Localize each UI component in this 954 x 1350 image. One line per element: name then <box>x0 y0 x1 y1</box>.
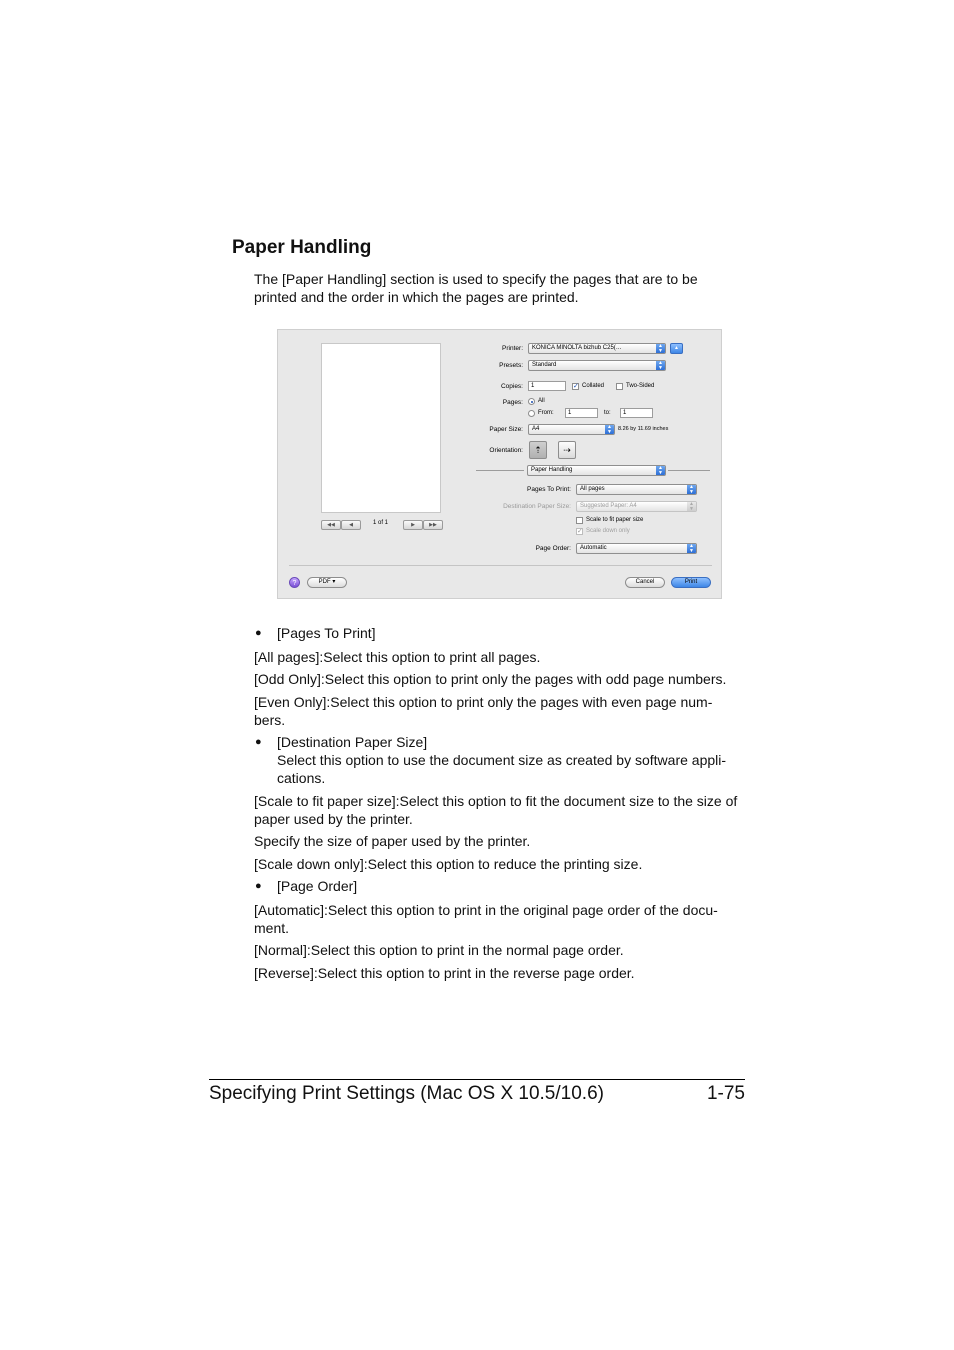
destination-paper-size-label: Destination Paper Size: <box>503 503 571 510</box>
section-intro: The [Paper Handling] section is used to specify the pages that are to be printed and the order in which the pages are printed. <box>254 271 698 305</box>
preview-page <box>321 343 441 513</box>
pages-from-radio[interactable] <box>528 410 535 417</box>
bullet-icon: ● <box>255 627 262 639</box>
separator-right <box>668 470 710 471</box>
next-page-button[interactable]: ▶ <box>403 520 423 530</box>
bullet-icon: ● <box>255 736 262 748</box>
bullet-icon: ● <box>255 880 262 892</box>
last-page-button[interactable]: ▶▶ <box>423 520 443 530</box>
destination-paper-size-desc: Select this option to use the document size as created by software appli-cations. <box>277 752 727 786</box>
pages-label: Pages: <box>502 399 523 406</box>
pages-all-radio[interactable] <box>528 398 535 405</box>
page-indicator: 1 of 1 <box>373 520 389 526</box>
prev-page-button[interactable]: ◀ <box>341 520 361 530</box>
scale-to-fit-label: Scale to fit paper size <box>586 517 644 523</box>
para-normal: [Normal]:Select this option to print in the normal page order. <box>254 942 624 958</box>
updown-arrows-icon: ▲ ▼ <box>687 485 696 494</box>
page-order-label: Page Order: <box>535 545 571 552</box>
pages-to-print-select[interactable] <box>576 484 697 495</box>
pages-all-label: All <box>538 398 545 404</box>
orientation-label: Orientation: <box>489 447 523 454</box>
para-all-pages: [All pages]:Select this option to print all pages. <box>254 649 541 665</box>
disclosure-button[interactable]: ▲ <box>670 343 683 354</box>
pages-to-print-value: All pages <box>580 486 605 492</box>
help-button[interactable]: ? <box>289 577 300 588</box>
updown-arrows-icon: ▲ ▼ <box>656 344 665 353</box>
print-dialog <box>277 329 722 599</box>
two-sided-checkbox[interactable] <box>616 383 623 390</box>
scale-down-only-checkbox[interactable]: ✓ <box>577 528 583 535</box>
para-scale-down-only: [Scale down only]:Select this option to reduce the printing size. <box>254 856 643 872</box>
to-label: to: <box>604 410 611 416</box>
printer-select[interactable] <box>528 343 666 354</box>
paper-size-label: Paper Size: <box>489 426 523 433</box>
presets-value: Standard <box>532 362 557 368</box>
panel-select[interactable] <box>527 465 666 476</box>
updown-arrows-icon: ▲ ▼ <box>687 502 696 511</box>
separator-left <box>476 470 524 471</box>
portrait-orientation-icon[interactable]: ⇡ <box>529 441 547 459</box>
paper-size-value: A4 <box>532 426 540 432</box>
to-field[interactable]: 1 <box>620 408 653 418</box>
destination-paper-size-select[interactable] <box>576 501 697 512</box>
para-scale-to-fit: [Scale to fit paper size]:Select this option to fit the document size to the size of paper used by the printer. <box>254 793 738 827</box>
bottom-separator <box>289 565 712 566</box>
footer-rule <box>209 1079 745 1080</box>
updown-arrows-icon: ▲ ▼ <box>656 361 665 370</box>
para-reverse: [Reverse]:Select this option to print in the reverse page order. <box>254 965 635 981</box>
copies-field[interactable]: 1 <box>528 381 566 391</box>
page-number: 1-75 <box>706 1083 745 1104</box>
cancel-button[interactable]: Cancel <box>625 577 665 588</box>
pdf-button[interactable]: PDF ▾ <box>307 577 347 588</box>
print-button[interactable]: Print <box>671 577 711 588</box>
para-automatic: [Automatic]:Select this option to print in the original page order of the docu-ment. <box>254 902 718 936</box>
scale-down-only-label: Scale down only <box>586 528 630 534</box>
presets-label: Presets: <box>499 362 523 369</box>
updown-arrows-icon: ▲ ▼ <box>656 466 665 475</box>
collated-checkbox[interactable]: ✓ <box>573 383 579 390</box>
presets-select[interactable] <box>528 360 666 371</box>
bullet-pages-to-print: [Pages To Print] <box>277 625 376 641</box>
page-order-select[interactable] <box>576 543 697 554</box>
para-specify-size: Specify the size of paper used by the printer. <box>254 833 531 849</box>
printer-value: KONICA MINOLTA bizhub C25(… <box>532 345 622 351</box>
copies-label: Copies: <box>500 383 523 390</box>
updown-arrows-icon: ▲ ▼ <box>687 544 696 553</box>
destination-paper-size-value: Suggested Paper: A4 <box>580 503 637 509</box>
landscape-orientation-icon[interactable]: ⇢ <box>558 441 576 459</box>
bullet-destination-paper-size: [Destination Paper Size] <box>277 734 428 750</box>
panel-select-value: Paper Handling <box>531 467 573 473</box>
para-even-only: [Even Only]:Select this option to print only the pages with even page num-bers. <box>254 694 713 728</box>
printer-label: Printer: <box>502 345 523 352</box>
from-field[interactable]: 1 <box>565 408 598 418</box>
para-odd-only: [Odd Only]:Select this option to print only the pages with odd page numbers. <box>254 671 727 687</box>
updown-arrows-icon: ▲ ▼ <box>605 425 614 434</box>
collated-label: Collated <box>582 383 605 389</box>
first-page-button[interactable]: ◀◀ <box>321 520 341 530</box>
footer-title: Specifying Print Settings (Mac OS X 10.5/10.6) <box>209 1083 604 1104</box>
from-label: From: <box>538 410 554 416</box>
bullet-page-order: [Page Order] <box>277 878 358 894</box>
paper-dimensions: 8.26 by 11.69 inches <box>618 426 669 432</box>
pages-to-print-label: Pages To Print: <box>527 486 571 493</box>
paper-size-select[interactable] <box>528 424 615 435</box>
scale-to-fit-checkbox[interactable] <box>576 517 583 524</box>
section-heading: Paper Handling <box>232 237 372 258</box>
page-order-value: Automatic <box>580 545 607 551</box>
two-sided-label: Two-Sided <box>626 383 655 389</box>
